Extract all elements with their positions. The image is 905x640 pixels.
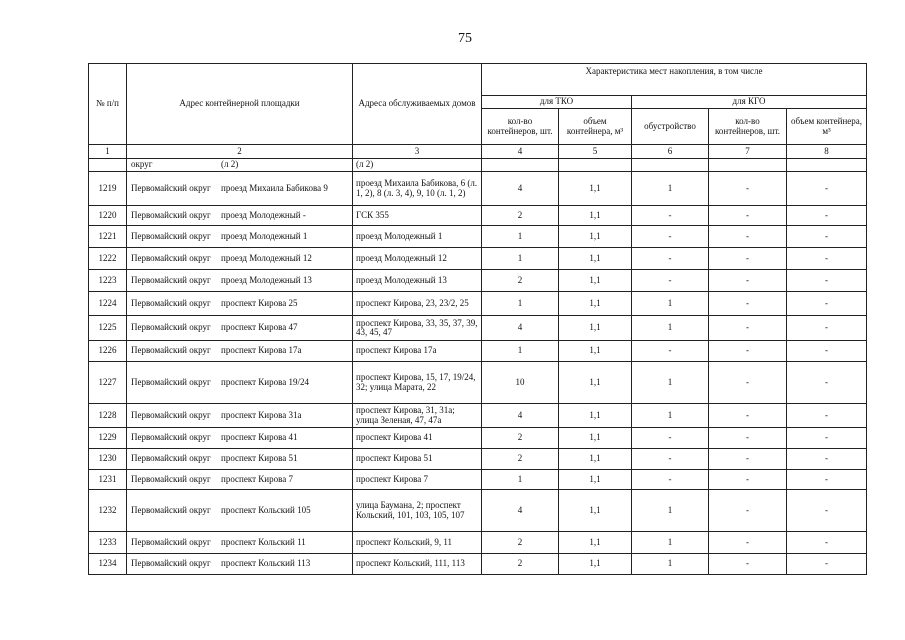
served-addresses: проезд Молодежный 1: [353, 226, 482, 248]
served-addresses: проезд Молодежный 12: [353, 248, 482, 270]
column-index-row: [89, 145, 867, 159]
kgo-volume: -: [787, 532, 867, 554]
street-address: проспект Кирова 7: [221, 473, 293, 484]
site-address: [127, 270, 353, 292]
table-row: [89, 206, 867, 226]
kgo-volume: -: [787, 292, 867, 316]
header-col-served-addresses: Адреса обслуживаемых домов: [353, 64, 482, 145]
header-col-site-address: Адрес контейнерной площадки: [127, 64, 353, 145]
row-number: 1220: [89, 206, 127, 226]
served-addresses: проспект Кирова, 15, 17, 19/24, 32; улица Марата, 22: [353, 362, 482, 404]
kgo-volume: -: [787, 172, 867, 206]
kgo-count: -: [709, 270, 787, 292]
tko-count: 1: [482, 226, 559, 248]
tko-count: 2: [482, 206, 559, 226]
kgo-volume: -: [787, 270, 867, 292]
table-row: [89, 292, 867, 316]
kgo-setup: 1: [632, 292, 709, 316]
served-addresses: ГСК 355: [353, 206, 482, 226]
served-addresses: проспект Кирова 51: [353, 449, 482, 470]
table-header: [89, 64, 867, 159]
served-addresses: проезд Молодежный 13: [353, 270, 482, 292]
kgo-setup: 1: [632, 362, 709, 404]
row-number: 1225: [89, 316, 127, 341]
kgo-count: -: [709, 532, 787, 554]
tko-volume: 1,1: [559, 226, 632, 248]
tko-volume: 1,1: [559, 554, 632, 575]
kgo-setup: -: [632, 248, 709, 270]
served-addresses: проспект Кирова, 31, 31а; улица Зеленая, 47, 47а: [353, 404, 482, 428]
tko-volume: 1,1: [559, 428, 632, 449]
table-row: [89, 554, 867, 575]
tko-count: 4: [482, 316, 559, 341]
district: Первомайский округ: [131, 376, 211, 387]
kgo-count: -: [709, 470, 787, 490]
table-row: [89, 341, 867, 362]
tko-count: 2: [482, 449, 559, 470]
street-address: проспект Кирова 47: [221, 322, 298, 333]
header-group-kgo: для КГО: [632, 96, 867, 109]
header-tko-volume: объем контейнера, м³: [559, 109, 632, 145]
header-kgo-volume: объем контейнера, м³: [787, 109, 867, 145]
district: Первомайский округ: [131, 182, 211, 193]
row-number: 1219: [89, 172, 127, 206]
kgo-count: -: [709, 490, 787, 532]
column-index: 4: [482, 145, 559, 159]
column-index: 1: [89, 145, 127, 159]
district: Первомайский округ: [131, 274, 211, 285]
kgo-count: -: [709, 316, 787, 341]
site-address: [127, 449, 353, 470]
table-row: [89, 532, 867, 554]
kgo-volume: -: [787, 404, 867, 428]
row-number: 1228: [89, 404, 127, 428]
column-index: 7: [709, 145, 787, 159]
kgo-volume: -: [787, 316, 867, 341]
district: Первомайский округ: [131, 209, 211, 220]
street-address: проспект Кирова 31а: [221, 409, 302, 420]
table-row: [89, 316, 867, 341]
site-address: [127, 206, 353, 226]
table-body: [89, 159, 867, 575]
site-address: [127, 316, 353, 341]
district: Первомайский округ: [131, 504, 211, 515]
tko-count: 10: [482, 362, 559, 404]
column-index: 8: [787, 145, 867, 159]
kgo-count: -: [709, 449, 787, 470]
tko-volume: 1,1: [559, 470, 632, 490]
tko-count: 1: [482, 341, 559, 362]
served-addresses: (л 2): [353, 159, 482, 172]
row-number: 1224: [89, 292, 127, 316]
kgo-count: -: [709, 206, 787, 226]
tko-count: 2: [482, 554, 559, 575]
district: Первомайский округ: [131, 322, 211, 333]
district: Первомайский округ: [131, 473, 211, 484]
site-address: [127, 428, 353, 449]
column-index: 2: [127, 145, 353, 159]
tko-count: 4: [482, 172, 559, 206]
column-index: 6: [632, 145, 709, 159]
table-row: [89, 248, 867, 270]
served-addresses: проспект Кирова 17а: [353, 341, 482, 362]
table-row: [89, 362, 867, 404]
table-row: [89, 226, 867, 248]
district: Первомайский округ: [131, 536, 211, 547]
tko-volume: 1,1: [559, 248, 632, 270]
district: Первомайский округ: [131, 558, 211, 569]
kgo-volume: -: [787, 428, 867, 449]
header-characteristics: Характеристика мест накопления, в том числе: [482, 64, 867, 96]
kgo-count: -: [709, 428, 787, 449]
street-address: проезд Молодежный -: [221, 209, 306, 220]
served-addresses: проспект Кольский, 111, 113: [353, 554, 482, 575]
kgo-count: -: [709, 362, 787, 404]
street-address: проспект Кирова 17а: [221, 345, 302, 356]
site-address: [127, 362, 353, 404]
district: Первомайский округ: [131, 230, 211, 241]
street-address: проспект Кольский 113: [221, 558, 311, 569]
kgo-setup: -: [632, 206, 709, 226]
table-row: [89, 470, 867, 490]
district: Первомайский округ: [131, 453, 211, 464]
kgo-setup: -: [632, 449, 709, 470]
kgo-volume: -: [787, 341, 867, 362]
row-number: 1230: [89, 449, 127, 470]
column-index: 3: [353, 145, 482, 159]
kgo-setup: 1: [632, 316, 709, 341]
street-address: проезд Михаила Бабикова 9: [221, 182, 328, 193]
served-addresses: проспект Кольский, 9, 11: [353, 532, 482, 554]
row-number: 1227: [89, 362, 127, 404]
district: округ: [131, 159, 153, 170]
kgo-setup: 1: [632, 490, 709, 532]
row-number: 1234: [89, 554, 127, 575]
kgo-setup: 1: [632, 172, 709, 206]
served-addresses: проспект Кирова 7: [353, 470, 482, 490]
tko-volume: 1,1: [559, 270, 632, 292]
page-number: 75: [458, 31, 472, 46]
served-addresses: проспект Кирова 41: [353, 428, 482, 449]
kgo-volume: -: [787, 470, 867, 490]
site-address: [127, 226, 353, 248]
tko-count: 1: [482, 292, 559, 316]
header-kgo-count: кол-во контейнеров, шт.: [709, 109, 787, 145]
kgo-count: -: [709, 341, 787, 362]
header-tko-count: кол-во контейнеров, шт.: [482, 109, 559, 145]
site-address: [127, 532, 353, 554]
header-col-num: № п/п: [89, 64, 127, 145]
tko-volume: 1,1: [559, 362, 632, 404]
served-addresses: проспект Кирова, 33, 35, 37, 39, 43, 45, 47: [353, 316, 482, 341]
tko-volume: 1,1: [559, 532, 632, 554]
tko-count: 2: [482, 428, 559, 449]
kgo-setup: -: [632, 226, 709, 248]
served-addresses: улица Баумана, 2; проспект Кольский, 101, 103, 105, 107: [353, 490, 482, 532]
kgo-setup: -: [632, 341, 709, 362]
kgo-count: -: [709, 248, 787, 270]
kgo-count: -: [709, 292, 787, 316]
tko-count: 2: [482, 270, 559, 292]
tko-count: 1: [482, 470, 559, 490]
tko-count: 4: [482, 404, 559, 428]
row-number: 1223: [89, 270, 127, 292]
street-address: проспект Кольский 105: [221, 504, 311, 515]
row-number: 1226: [89, 341, 127, 362]
site-address: [127, 341, 353, 362]
district: Первомайский округ: [131, 409, 211, 420]
row-number: 1222: [89, 248, 127, 270]
table-row: [89, 428, 867, 449]
site-address: [127, 172, 353, 206]
row-number: 1221: [89, 226, 127, 248]
site-address: [127, 554, 353, 575]
container-sites-table: [88, 63, 867, 575]
kgo-volume: -: [787, 449, 867, 470]
tko-count: 2: [482, 532, 559, 554]
kgo-volume: -: [787, 362, 867, 404]
column-index: 5: [559, 145, 632, 159]
tko-volume: 1,1: [559, 292, 632, 316]
kgo-count: -: [709, 554, 787, 575]
kgo-setup: 1: [632, 532, 709, 554]
tko-volume: 1,1: [559, 172, 632, 206]
site-address: [127, 490, 353, 532]
header-kgo-setup: обустройство: [632, 109, 709, 145]
row-number: 1233: [89, 532, 127, 554]
street-address: проезд Молодежный 13: [221, 274, 312, 285]
tko-volume: 1,1: [559, 316, 632, 341]
kgo-count: -: [709, 172, 787, 206]
kgo-count: -: [709, 226, 787, 248]
street-address: (л 2): [221, 159, 239, 170]
site-address: [127, 470, 353, 490]
table-row: [89, 490, 867, 532]
row-number: 1229: [89, 428, 127, 449]
street-address: проспект Кольский 11: [221, 536, 306, 547]
tko-count: 1: [482, 248, 559, 270]
tko-volume: 1,1: [559, 206, 632, 226]
district: Первомайский округ: [131, 345, 211, 356]
row-number: 1232: [89, 490, 127, 532]
street-address: проспект Кирова 51: [221, 453, 298, 464]
tko-count: 4: [482, 490, 559, 532]
district: Первомайский округ: [131, 252, 211, 263]
site-address: [127, 248, 353, 270]
kgo-volume: -: [787, 490, 867, 532]
kgo-count: -: [709, 404, 787, 428]
kgo-setup: 1: [632, 554, 709, 575]
carry-over-row: [89, 159, 867, 172]
header-group-tko: для ТКО: [482, 96, 632, 109]
street-address: проспект Кирова 19/24: [221, 376, 309, 387]
kgo-setup: -: [632, 270, 709, 292]
table-row: [89, 449, 867, 470]
kgo-volume: -: [787, 554, 867, 575]
kgo-setup: -: [632, 428, 709, 449]
street-address: проезд Молодежный 12: [221, 252, 312, 263]
tko-volume: 1,1: [559, 341, 632, 362]
kgo-setup: -: [632, 470, 709, 490]
tko-volume: 1,1: [559, 404, 632, 428]
table-row: [89, 404, 867, 428]
table-row: [89, 172, 867, 206]
tko-volume: 1,1: [559, 490, 632, 532]
street-address: проспект Кирова 25: [221, 297, 298, 308]
kgo-setup: 1: [632, 404, 709, 428]
table-row: [89, 270, 867, 292]
tko-volume: 1,1: [559, 449, 632, 470]
row-number: 1231: [89, 470, 127, 490]
kgo-volume: -: [787, 248, 867, 270]
district: Первомайский округ: [131, 297, 211, 308]
kgo-volume: -: [787, 226, 867, 248]
kgo-volume: -: [787, 206, 867, 226]
street-address: проспект Кирова 41: [221, 432, 298, 443]
site-address: [127, 292, 353, 316]
district: Первомайский округ: [131, 432, 211, 443]
served-addresses: проспект Кирова, 23, 23/2, 25: [353, 292, 482, 316]
street-address: проезд Молодежный 1: [221, 230, 308, 241]
site-address: [127, 404, 353, 428]
served-addresses: проезд Михаила Бабикова, 6 (л. 1, 2), 8 (л. 3, 4), 9, 10 (л. 1, 2): [353, 172, 482, 206]
